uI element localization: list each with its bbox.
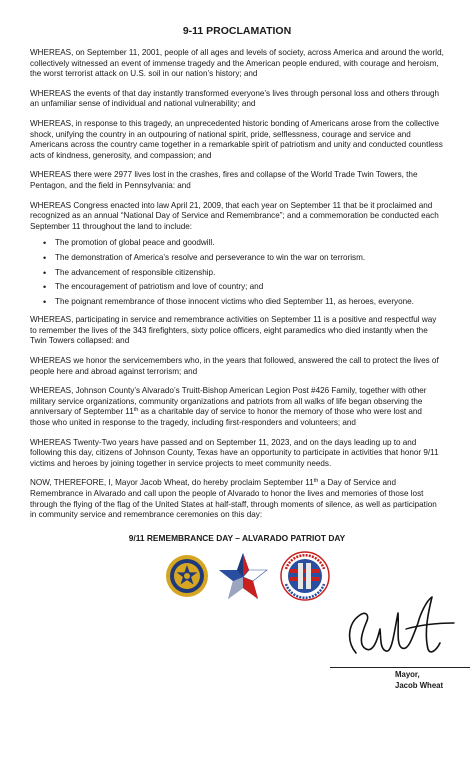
handwritten-signature-icon bbox=[336, 593, 466, 671]
page-title: 9-11 PROCLAMATION bbox=[182, 25, 292, 37]
list-item: • The promotion of global peace and goodwill. bbox=[43, 238, 444, 249]
paragraph-whereas-3: WHEREAS, in response to this tragedy, an unprecedented historic bonding of Americans arose from the collective shock, unifying the country in an outpouring of national spirit, pride, selflessness, courage and service and Americans across the country came together in a remarkable spirit of patriotism and unity and conducted countless acts of kindness, generosity, and compassion; and bbox=[30, 118, 443, 160]
list-item: • The demonstration of America’s resolve and perseverance to win the war on terrorism. bbox=[43, 253, 444, 264]
remembrance-day-heading: 9/11 REMEMBRANCE DAY – ALVARADO PATRIOT DAY bbox=[128, 532, 346, 543]
list-item: • The encouragement of patriotism and love of country; and bbox=[43, 282, 444, 293]
paragraph-whereas-6: WHEREAS, participating in service and remembrance activities on September 11 is a positive and respectful way to remember the lives of the 343 firefighters, sixty police officers, eight paramedics who died instantly when the Twin Towers collapsed: and bbox=[30, 315, 437, 346]
paragraph-twenty-two: WHEREAS Twenty-Two years have passed and on September 11, 2023, and on the days leading up to and following this day, citizens of Johnson County, Texas have an opportunity to participate in activities that honor 9/11 victims and heroes by joining together in service projects to meet community needs. bbox=[30, 437, 439, 468]
paragraph-whereas-4: WHEREAS there were 2977 lives lost in the crashes, fires and collapse of the World Trade Twin Towers, the Pentagon, and the field in Pennsylvania: and bbox=[30, 170, 418, 190]
american-legion-emblem-icon bbox=[165, 554, 209, 598]
signature-area bbox=[30, 613, 444, 703]
paragraph-whereas-1: WHEREAS, on September 11, 2001, people of all ages and levels of society, across America and around the world, collectively witnessed an event of immense tragedy and the American people endured, with courage and heroism, the worst terrorist attack on U.S. soil in our nation’s history; and bbox=[30, 48, 444, 79]
paragraph-proclamation-text: NOW, THEREFORE, I, Mayor Jacob Wheat, do hereby proclaim September 11 bbox=[30, 478, 314, 488]
paragraph-whereas-7: WHEREAS we honor the servicemembers who, in the years that followed, answered the call to protect the lives of people here and abroad against terrorism; and bbox=[30, 356, 439, 376]
superscript-th: th bbox=[133, 407, 139, 414]
signatory-name: Mayor, Jacob Wheat bbox=[395, 670, 444, 690]
paragraph-whereas-5: WHEREAS Congress enacted into law April 21, 2009, that each year on September 11 that be it proclaimed and recognized as an annual “National Day of Service and Remembrance”; and a commemoration be conducted each September 11 throughout the land to include: bbox=[30, 200, 439, 231]
commemoration-list bbox=[43, 238, 444, 307]
texas-star-emblem-icon bbox=[217, 551, 269, 601]
paragraph-proclamation bbox=[30, 478, 444, 520]
signature-line bbox=[330, 667, 470, 668]
superscript-th: th bbox=[313, 478, 319, 485]
paragraph-proclamation-text-end: a Day of Service and Remembrance in Alvarado and call upon the people of Alvarado to honor the lives and memories of those lost through the flying of the flag of the United States at half-staff, through moments of silence, as well as participation in community service and remembrance ceremonies on this day: bbox=[30, 478, 437, 520]
paragraph-legion-text-end: as a charitable day of service to honor the memory of those who were lost and those who united in response to the tragedy, including first-responders and volunteers; and bbox=[30, 407, 422, 428]
list-item: • The poignant remembrance of those innocent victims who died September 11, as heroes, everyone. bbox=[43, 297, 444, 308]
never-forget-911-seal-icon bbox=[280, 551, 330, 601]
paragraph-whereas-2: WHEREAS the events of that day instantly transformed everyone’s lives through personal loss and others through an unfamiliar sense of individual and national vulnerability; and bbox=[30, 88, 440, 109]
paragraph-legion-text: WHEREAS, Johnson County’s Alvarado’s Truitt-Bishop American Legion Post #426 Family, together with other military service organizations, community organizations and patriots from all walks of life began observing the anniversary of September 11 bbox=[30, 386, 427, 417]
list-item: • The advancement of responsible citizenship. bbox=[43, 268, 444, 279]
paragraph-legion bbox=[30, 386, 444, 428]
